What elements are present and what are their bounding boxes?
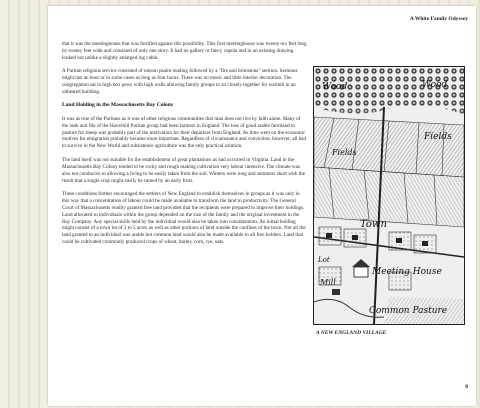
body-text — [62, 41, 307, 253]
paragraph: These conditions further encouraged the settlers of New England to establish themselves in groups as it was only in this way that a concentration of labour could be made available to transform the land to productivity. The General Court of Massachusetts readily granted free land provided that the recipients were prepared to improve their holdings. Land allocated to individuals within the group depended on the size of the family and the original investment in the Bay Company. Any special skills held by the individual would also be taken into consideration. An initial holding might consist of a town lot of 3 to 5 acres as well as other portions of land outside the confines of the town. Not all the land granted to an individual was arable but common land would also be made available to all free holders. Land that could be cultivated commonly produced crops of wheat, barley, corn, rye, oats, — [62, 190, 306, 246]
mill-icon — [332, 289, 340, 295]
paragraph: The land itself was not suitable for the establishment of great plantations as had occurred in Virginia. Land in the Massachusetts Bay Colony tended to be rocky and rough making cultivation very labour intensive. The climate was also not conducive to allowing a living to be easily taken from the soil. Winters were long and summers short with the result that a single crop might easily be ruined by an early frost. — [62, 156, 305, 184]
map-label-town: Town — [360, 219, 387, 230]
village-map-illustration — [313, 66, 465, 325]
page-number: 8 — [465, 384, 468, 390]
map-label-lot: Lot — [318, 256, 330, 264]
map-caption: A NEW ENGLAND VILLAGE — [316, 330, 387, 336]
map-label-meeting-house: Meeting House — [372, 267, 442, 277]
map-label-fields: Fields — [332, 148, 357, 157]
map-label-wood: Wood — [422, 80, 448, 90]
section-heading: Land Holding in the Massachusetts Bay Colony — [62, 102, 174, 109]
paragraph: that it was the meetinghouse that was fortified against this possibility. This first meetinghouse was twenty-six feet long by twenty feet wide and consisted of only one story. It had no gallery or fancy cupola and in an existing drawing looked not unlike a slightly enlarged log cabin. — [62, 41, 307, 61]
book-page — [48, 6, 476, 406]
map-label-common-pasture: Common Pasture — [369, 306, 448, 316]
paragraph: A Puritan religious service consisted of unison psalm reading followed by a "fire and brimstone" sermon. Sermons might last an hour or in some cases as long as four hours. There was no music and little interior decoration. The congregation sat in high box pews with high walls allowing family groups to sit closely together for warmth in an unheated building. — [62, 68, 298, 95]
map-label-mill: Mill — [320, 278, 336, 287]
map-label-fields: Fields — [424, 132, 452, 142]
paragraph: It was as true of the Puritans as it was of other religious communities that man does not live by faith alone. Many of the rank and file of the Haverhill Puritan group had been farmers in England. The loss of good arable farmland to pasture for sheep was probably part of the motivation for their departure from England. As time went on the economic motives for emigration probably became more important. Regardless of circumstance and conviction, however, all had to survive in the New World and subsistence agriculture was the only practical solution. — [62, 115, 307, 150]
map-label-wood: Wood — [322, 82, 348, 92]
running-head: A White Family Odyssey — [409, 16, 468, 22]
